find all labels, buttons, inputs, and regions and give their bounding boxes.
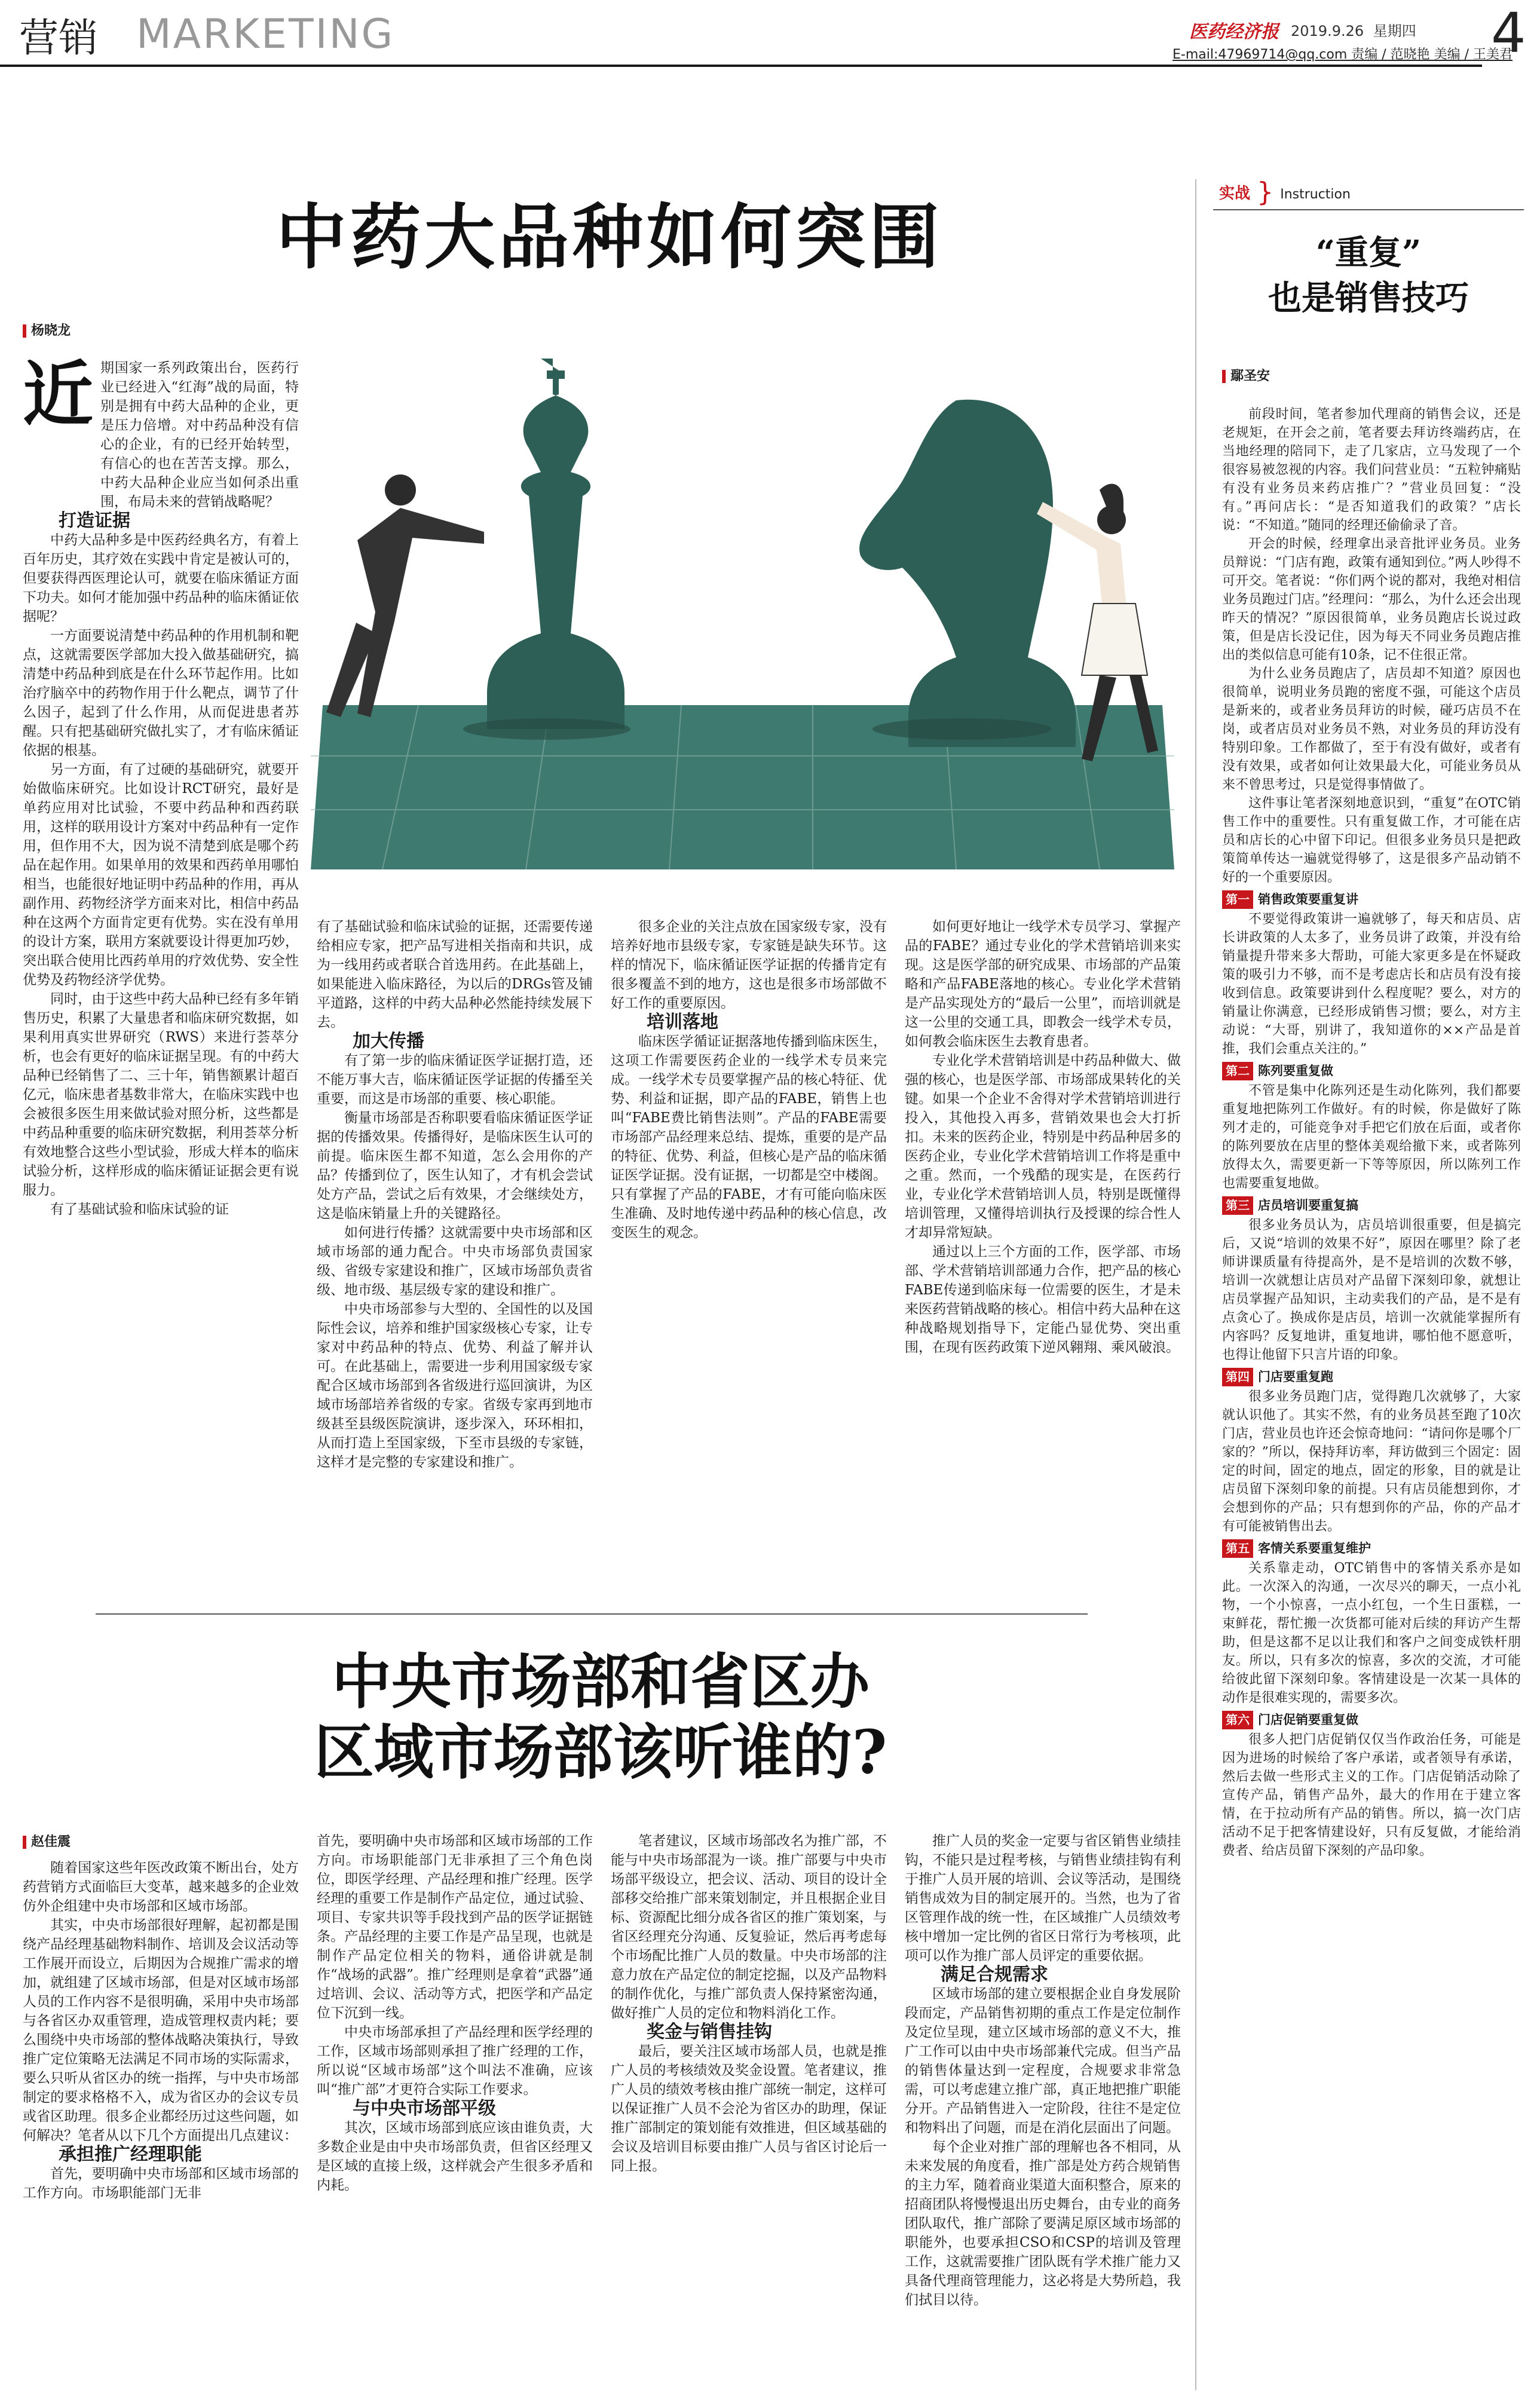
issue-date bbox=[1291, 19, 1416, 40]
section-number-badge: 第五 bbox=[1222, 1539, 1253, 1558]
article2-sub4: 满足合规需求 bbox=[941, 1964, 1048, 1985]
section-label-cn: 营销 bbox=[19, 15, 98, 61]
article2-p10: 每个企业对推广部的理解也各不相同，从未来发展的角度看，推广部是处方药合规销售的主力军，随着商业渠道大面积整合，原来的招商团队将慢慢退出历史舞台，由专业的商务团队取代，推广部除了要满足原区域市场部的职能外，也要承担CSO和CSP的培训及管理工作，这就需要推广团队既有学术推广能力又具备代理商管理能力，这必将是大势所趋，我们拭目以待。 bbox=[905, 2139, 1181, 2308]
header-rule bbox=[0, 65, 1482, 67]
article1-lead: 期国家一系列政策出台，医药行业已经进入“红海”战的局面，特别是拥有中药大品种的企业，更是压力倍增。对中药品种没有信心的企业，有的已经开始转型，有信心的也在苦苦支撑。那么，中药大品种企业应当如何杀出重围，布局未来的营销战略呢？ bbox=[100, 360, 299, 510]
section-heading-text: 陈列要重复做 bbox=[1258, 1064, 1333, 1078]
newspaper-logo: 医药经济报 bbox=[1189, 22, 1279, 42]
article2-title bbox=[0, 1646, 1201, 1787]
article2-title-line1: 中央市场部和省区办 bbox=[332, 1646, 869, 1717]
sidebar-section-heading bbox=[1222, 1062, 1521, 1080]
article2-title-line2: 区域市场部该听谁的? bbox=[314, 1717, 887, 1787]
article2-p8: 推广人员的奖金一定要与省区销售业绩挂钩，不能只是过程考核，与销售业绩挂钩有利于推广人员开展的培训、会议等活动，是围绕销售成效为目的制定展开的。当然，也为了省区管理作战的统一性，在区域推广人员绩效考核中增加一定比例的省区日常行为考核项，此项可以作为推广部人员评定的重要依据。 bbox=[905, 1833, 1181, 1964]
article2-p1: 随着国家这些年医改政策不断出台，处方药营销方式面临巨大变革，越来越多的企业效仿外企组建中央市场部和区域市场部。 bbox=[23, 1860, 299, 1914]
article2-p7: 最后，要关注区域市场部人员，也就是推广人员的考核绩效及奖金设置。笔者建议，推广人员的绩效考核由推广部统一制定，这样可以保证推广人员不会沦为省区办的助理，保证推广部制定的策划能有效推进，但区域基础的会议及培训目标要由推广人员与省区讨论后一同上报。 bbox=[611, 2044, 887, 2174]
section-heading-text: 门店要重复跑 bbox=[1258, 1370, 1333, 1384]
section-label-en: MARKETING bbox=[136, 11, 395, 58]
article1-p8: 如何进行传播？这就需要中央市场部和区域市场部的通力配合。中央市场部负责国家级、省级专家建设和推广，区域市场部负责省级、地市级、基层级专家的建设和推广。 bbox=[317, 1225, 593, 1298]
article1-p1: 中药大品种多是中医药经典名方，有着上百年历史，其疗效在实践中肯定是被认可的，但要获得西医理论认可，就要在临床循证方面下功夫。如何才能加强中药品种的临床循证依据呢？ bbox=[23, 532, 299, 624]
chess-pieces-illustration bbox=[311, 311, 1174, 869]
section-number-badge: 第一 bbox=[1222, 890, 1253, 909]
weekday-text: 星期四 bbox=[1373, 23, 1416, 39]
article1-p4: 同时，由于这些中药大品种已经有多年销售历史，积累了大量患者和临床研究数据，如果利用真实世界研究（RWS）来进行荟萃分析，也会有更好的临床证据呈现。有的中药大品种已经销售了二、三十年，销售额累计超百亿元，临床患者基数非常大，在临床实践中也会被很多医生用来做试验对照分析，这些都是中药品种重要的临床研究数据，利用荟萃分析有效地整合这些小型试验，形成大样本的临床试验分析，这样形成的临床循证证据会更有说服力。 bbox=[23, 991, 299, 1198]
article1-col3 bbox=[611, 917, 887, 1242]
section-heading-text: 销售政策要重复讲 bbox=[1258, 892, 1358, 906]
byline-marker bbox=[1222, 370, 1226, 383]
article2-p2: 其实，中央市场部很好理解，起初都是围绕产品经理基础物料制作、培训及会议活动等工作展开而设立，后期因为合规推广需求的增加，就组建了区域市场部，但是对区域市场部人员的工作内容不是很明确，采用中央市场部与各省区办双重管理，造成管理权责内耗；要么围绕中央市场部的整体战略决策执行，导致推广定位策略无法满足不同市场的实际需求，要么只听从省区办的统一指挥，与中央市场部制定的要求格格不入，成为省区办的会议专员或省区助理。很多企业都经历过这些问题，如何解决？笔者从以下几个方面提出几点建议： bbox=[23, 1918, 299, 2143]
byline-marker bbox=[23, 1836, 26, 1849]
article1-p5: 有了基础试验和临床试验的证据，还需要传递给相应专家，把产品写进相关指南和共识，成为一线用药或者联合首选用药。在此基础上，如果能进入临床路径，为以后的DRGs管及铺平道路，这样的中药大品种必然能持续发展下去。 bbox=[317, 919, 593, 1030]
section-label-en: Instruction bbox=[1280, 187, 1351, 202]
article1-p5-start: 有了基础试验和临床试验的证 bbox=[50, 1202, 229, 1217]
article2-p3-start: 首先，要明确中央市场部和区域市场部的工作方向。市场职能部门无非 bbox=[23, 2166, 299, 2201]
article1-p10: 很多企业的关注点放在国家级专家，没有培养好地市县级专家，专家链是缺失环节。这样的情况下，临床循证医学证据的传播肯定有很多覆盖不到的地方，这也是很多市场部做不好工作的重要原因。 bbox=[611, 919, 887, 1011]
sidebar-p4: 这件事让笔者深刻地意识到，“重复”在OTC销售工作中的重要性。只有重复做工作，才可能在店员和店长的心中留下印记。但很多业务员只是把政策简单传达一遍就觉得够了，这是很多产品动销不好的一个重要原因。 bbox=[1222, 796, 1521, 885]
article2-p6: 笔者建议，区域市场部改名为推广部，不能与中央市场部混为一谈。推广部要与中央市场部平级设立，把会议、活动、项目的设计全部移交给推广部来策划制定，并且根据企业目标、资源配比细分成各省区的推广策划案，与省区经理充分沟通、反复验证，然后再考虑每个市场配比推广人员的数量。中央市场部的注意力放在产品定位的制定挖掘，以及产品物料的制作优化，与推广部负责人保持紧密沟通，做好推广人员的定位和物料消化工作。 bbox=[611, 1833, 887, 2021]
section-number-badge: 第四 bbox=[1222, 1368, 1253, 1386]
section-paragraph: 关系靠走动，OTC销售中的客情关系亦是如此。一次深入的沟通，一次尽兴的聊天，一点小礼物，一个小惊喜，一点小红包，一个生日蛋糕，一束鲜花，帮忙搬一次货都可能对后续的拜访产生帮助，但是这都不足以让我们和客户之间变成铁杆朋友。所以，只有多次的惊喜，多次的交流，才可能给彼此留下深刻印象。客情建设是一次某一具体的动作是很难实现的，需要多次。 bbox=[1222, 1561, 1521, 1705]
article2-p5: 其次，区域市场部到底应该由谁负责，大多数企业是由中央市场部负责，但省区经理又是区域的直接上级，这样就会产生很多矛盾和内耗。 bbox=[317, 2120, 593, 2193]
article2-p9: 区域市场部的建立要根据企业自身发展阶段而定，产品销售初期的重点工作是定位制作及定位呈现，建立区域市场部的意义不大，推广工作可以由中央市场部兼代完成。但当产品的销售体量达到一定程度，合规要求非常急需，可以考虑建立推广部，真正地把推广职能分开。产品销售进入一定阶段，往往不是定位和物料出了问题，而是在消化层面出了问题。 bbox=[905, 1986, 1181, 2136]
article1-p13: 专业化学术营销培训是中药品种做大、做强的核心，也是医学部、市场部成果转化的关键。如果一个企业不舍得对学术营销培训进行投入，其他投入再多，营销效果也会大打折扣。未来的医药企业，特别是中药品种居多的医药企业，专业化学术营销培训工作将是重中之重。然而，一个残酷的现实是，在医药行业，专业化学术营销培训人员，特别是既懂得培训管理，又懂得培训执行及授课的综合性人才却异常短缺。 bbox=[905, 1053, 1181, 1241]
sidebar-section-heading bbox=[1222, 1711, 1521, 1729]
article1-byline bbox=[23, 320, 71, 339]
date-text: 2019.9.26 bbox=[1291, 23, 1364, 39]
article2-sub3: 奖金与销售挂钩 bbox=[647, 2022, 772, 2042]
article2-col1 bbox=[23, 1858, 299, 2203]
sidebar-top-rule bbox=[1213, 209, 1524, 210]
article1-title: 中药大品种如何突围 bbox=[276, 195, 944, 278]
article1-p6: 有了第一步的临床循证医学证据打造，还不能万事大吉，临床循证医学证据的传播至关重要，而这是市场部的重要、核心职能。 bbox=[317, 1053, 593, 1107]
article1-p3: 另一方面，有了过硬的基础研究，就要开始做临床研究。比如设计RCT研究，最好是单药应用对比试验，不要中药品种和西药联用，这样的联用设计方案对中药品种有一定作用，但作用不大，因为说不清楚到底是哪个药品在起作用。如果单用的效果和西药单用哪怕相当，也能很好地证明中药品种的作用，再从副作用、药物经济学方面来对比，相信中药品种在这两个方面肯定更有优势。实在没有单用的设计方案，联用方案就要设计得更加巧妙，突出联合使用比西药单用的疗效优势、安全性优势及药物经济学优势。 bbox=[23, 762, 299, 988]
article2-p4: 中央市场部承担了产品经理和医学经理的工作，区域市场部则承担了推广经理的工作，所以说“区域市场部”这个叫法不准确，应该叫“推广部”才更符合实际工作要求。 bbox=[317, 2025, 593, 2097]
article1-p9: 中央市场部参与大型的、全国性的以及国际性会议，培养和维护国家级核心专家，让专家对中药品种的特点、优势、利益了解并认可。在此基础上，需要进一步利用国家级专家配合区域市场部到各省级进行巡回演讲，为区域市场部培养省级的专家。省级专家再到地市级甚至县级医院演讲，逐步深入，环环相扣，从而打造上至国家级，下至市县级的专家链，这样才是完整的专家建设和推广。 bbox=[317, 1301, 593, 1470]
article2-col3 bbox=[611, 1832, 887, 2176]
sidebar-title bbox=[1213, 230, 1524, 321]
article1-sub3: 培训落地 bbox=[647, 1012, 718, 1033]
sidebar-section-heading bbox=[1222, 1196, 1521, 1215]
article1-col1 bbox=[23, 353, 299, 1219]
section-paragraph: 不管是集中化陈列还是生动化陈列，我们都要重复地把陈列工作做好。有的时候，你是做好了陈列才走的，可能竞争对手把它们放在后面，或者你的陈列要放在店里的整体美观给撤下来，或者陈列放得太久，需要更新一下等等原因，所以陈列工作也需要重复地做。 bbox=[1222, 1083, 1521, 1191]
article1-p11: 临床医学循证证据落地传播到临床医生，这项工作需要医药企业的一线学术专员来完成。一线学术专员要掌握产品的核心特征、优势、利益和证据，即产品的FABE，销售上也叫“FABE费比销售法则”。产品的FABE需要市场部产品经理来总结、提炼，重要的是产品的特征、优势、利益，但核心是产品的临床循证医学证据。没有证据，一切都是空中楼阁。只有掌握了产品的FABE，才有可能向临床医生准确、及时地传递中药品种的核心信息，改变医生的观念。 bbox=[611, 1034, 887, 1241]
article1-p7: 衡量市场部是否称职要看临床循证医学证据的传播效果。传播得好，是临床医生认可的前提。临床医生都不知道，怎么会用你的产品？传播到位了，医生认知了，才有机会尝试处方产品，尝试之后有效果，才会继续处方，这是临床销量上升的关键路径。 bbox=[317, 1110, 593, 1221]
sidebar-column-rule bbox=[1195, 179, 1196, 2390]
sidebar-title-line2: 也是销售技巧 bbox=[1268, 278, 1469, 318]
sidebar-section-heading bbox=[1222, 1539, 1521, 1558]
author-name: 赵佳震 bbox=[31, 1835, 71, 1849]
article1-col2 bbox=[317, 917, 593, 1472]
article1-p2: 一方面要说清楚中药品种的作用机制和靶点，这就需要医学部加大投入做基础研究，搞清楚中药品种到底是在什么环节起作用。比如治疗脑卒中的药物作用于什么靶点，调节了什么因子，起到了什么作用，从而促进患者苏醒。只有把基础研究做扎实了，才有临床循证依据的根基。 bbox=[23, 628, 299, 758]
chess-illustration bbox=[311, 311, 1174, 869]
sidebar-title-line1: “重复” bbox=[1315, 233, 1422, 272]
article2-col4 bbox=[905, 1832, 1181, 2310]
article2-col2 bbox=[317, 1832, 593, 2195]
article2-sub1: 承担推广经理职能 bbox=[59, 2144, 202, 2165]
section-paragraph: 不要觉得政策讲一遍就够了，每天和店员、店长讲政策的人太多了，业务员讲了政策，并没有给销量提升带来多大帮助，可能大家更多是在怀疑政策的吸引力不够，而不是考虑店长和店员有没有接收到信息。政策要讲到什么程度呢？要么，对方的销量让你满意，已经形成销售习惯；要么，对方主动说：“大哥，别讲了，我知道你的××产品是首推，我们会重点关注的。” bbox=[1222, 912, 1521, 1056]
sidebar-section-heading bbox=[1222, 1368, 1521, 1386]
sidebar-byline bbox=[1222, 366, 1270, 384]
sidebar-body bbox=[1222, 405, 1521, 1860]
article1-p12: 如何更好地让一线学术专员学习、掌握产品的FABE？通过专业化的学术营销培训来实现。这是医学部的研究成果、市场部的产品策略和产品FABE落地的核心。专业化学术营销是产品实现处方的“最后一公里”，而培训就是这一公里的交通工具，即教会一线学术专员，如何教会临床医生去教育患者。 bbox=[905, 919, 1181, 1049]
section-number-badge: 第六 bbox=[1222, 1711, 1253, 1729]
sidebar-p2: 开会的时候，经理拿出录音批评业务员。业务员辩说：“门店有跑，政策有通知到位。”两人吵得不可开交。笔者说：“你们两个说的都对，我绝对相信业务员跑过门店。”经理问：“那么，为什么还会出现昨天的情况？”原因很简单，业务员跑店长说过政策，但是店长没记住，因为每天不同业务员跑店推出的类似信息可能有10条，记不住很正常。 bbox=[1222, 537, 1521, 663]
brace-icon: } bbox=[1257, 177, 1274, 207]
sidebar-section-label bbox=[1219, 177, 1351, 207]
dropcap: 近 bbox=[23, 353, 94, 436]
section-heading-text: 门店促销要重复做 bbox=[1258, 1713, 1358, 1727]
sidebar-p1: 前段时间，笔者参加代理商的销售会议，还是老规矩，在开会之前，笔者要去拜访终端药店，在当地经理的陪同下，走了几家店，立马发现了一个很容易被忽视的内容。我们问营业员：“五粒钟痛贴有没有业务员来药店推广？”营业员回复：“没有。”再问店长：“是否知道我们的政策？”店长说：“不知道。”随同的经理还偷偷录了音。 bbox=[1222, 407, 1521, 533]
section-paragraph: 很多人把门店促销仅仅当作政治任务，可能是因为进场的时候给了客户承诺，或者领导有承诺，然后去做一些形式主义的工作。门店促销活动除了宣传产品，销售产品外，最大的作用在于建立客情，在于拉动所有产品的销售。所以，搞一次门店活动不足于把客情建设好，只有反复做，才能给消费者、给店员留下深刻的产品印象。 bbox=[1222, 1732, 1521, 1858]
article1-p14: 通过以上三个方面的工作，医学部、市场部、学术营销培训部通力合作，把产品的核心FABE传递到临床每一位需要的医生，才是未来医药营销战略的核心。相信中药大品种在这种战略规划指导下，定能凸显优势、突出重围，在现有医药政策下逆风翱翔、乘风破浪。 bbox=[905, 1244, 1181, 1355]
sidebar-sections bbox=[1222, 890, 1521, 1860]
article1-col4 bbox=[905, 917, 1181, 1357]
article2-byline bbox=[23, 1832, 71, 1850]
section-paragraph: 很多业务员跑门店，觉得跑几次就够了，大家就认识他了。其实不然，有的业务员甚至跑了10次门店，营业员也许还会惊奇地问：“请问你是哪个厂家的？”所以，保持拜访率，拜访做到三个固定：固定的时间，固定的地点，固定的形象，目的就是让店员留下深刻印象的前提。只有店员能想到你，才会想到你的产品；只有想到你的产品，你的产品才有可能被销售出去。 bbox=[1222, 1389, 1521, 1534]
page-number: 4 bbox=[1491, 1, 1526, 65]
article-divider bbox=[96, 1613, 1088, 1615]
article1-sub1: 打造证据 bbox=[59, 510, 130, 531]
article1-sub2: 加大传播 bbox=[353, 1031, 424, 1052]
byline-marker bbox=[23, 324, 26, 338]
section-number-badge: 第二 bbox=[1222, 1062, 1253, 1080]
section-number-badge: 第三 bbox=[1222, 1196, 1253, 1215]
article2-sub2: 与中央市场部平级 bbox=[353, 2098, 496, 2119]
author-name: 鄢圣安 bbox=[1230, 369, 1270, 384]
section-heading-text: 店员培训要重复搞 bbox=[1258, 1198, 1358, 1212]
editor-credits: E-mail:47969714@qq.com 责编 / 范晓艳 美编 / 王美君 bbox=[1172, 47, 1513, 62]
section-heading-text: 客情关系要重复维护 bbox=[1258, 1541, 1371, 1555]
section-label-cn: 实战 bbox=[1219, 185, 1251, 203]
author-name: 杨晓龙 bbox=[31, 323, 71, 338]
sidebar-p3: 为什么业务员跑店了，店员却不知道？原因也很简单，说明业务员跑的密度不强，可能这个店员是新来的，或者业务员拜访的时候，碰巧店员不在岗，或者店员对业务员不熟，对业务员的拜访没有特别印象。工作都做了，至于有没有做好，或者有没有效果，或者如何让效果最大化，可能业务员从来不曾思考过，只是觉得事情做了。 bbox=[1222, 666, 1521, 792]
section-paragraph: 很多业务员认为，店员培训很重要，但是搞完后，又说“培训的效果不好”，原因在哪里？除了老师讲课质量有待提高外，是不是培训的次数不够，培训一次就想让店员对产品留下深刻印象，就想让店员掌握产品知识，主动卖我们的产品，是不是有点贪心了。换成你是店员，培训一次就能掌握所有内容吗？反复地讲，重复地讲，哪怕他不愿意听，也得让他留下只言片语的印象。 bbox=[1222, 1218, 1521, 1362]
article2-p3: 首先，要明确中央市场部和区域市场部的工作方向。市场职能部门无非承担了三个角色岗位，即医学经理、产品经理和推广经理。医学经理的重要工作是制作产品定位，通过试验、项目、专家共识等手段找到产品的医学证据链条。产品经理的主要工作是产品呈现，也就是制作产品定位相关的物料，通俗讲就是制作“战场的武器”。推广经理则是拿着“武器”通过培训、会议、活动等方式，把医学和产品定位下沉到一线。 bbox=[317, 1833, 593, 2021]
sidebar-section-heading bbox=[1222, 890, 1521, 909]
